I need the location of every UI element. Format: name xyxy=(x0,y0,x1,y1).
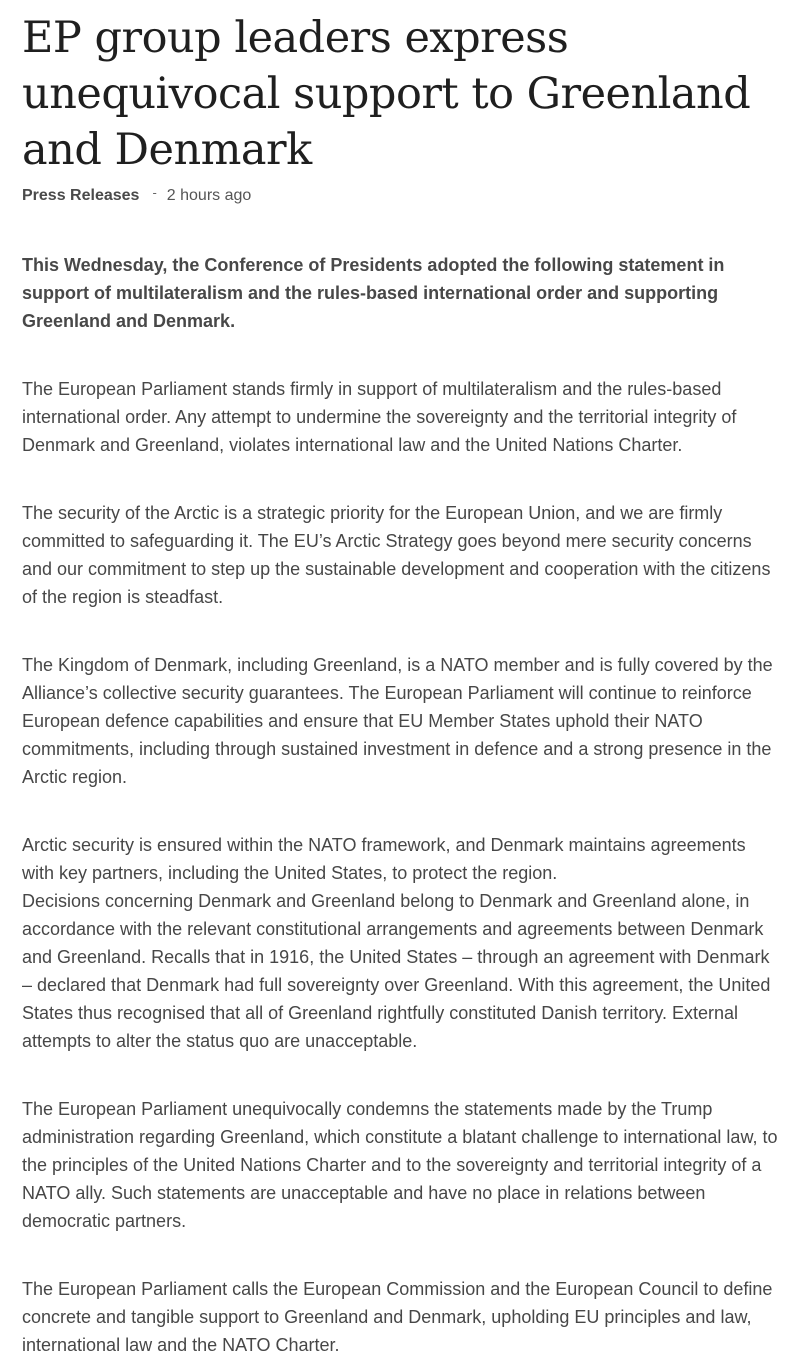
body-paragraph: The European Parliament calls the European Commission and the European Council to define concrete and tangible support to Greenland and Denmark, upholding EU principles and law, international law and the NATO Charter. xyxy=(22,1279,773,1355)
article xyxy=(22,0,782,1359)
article-title: EP group leaders express unequivocal support to Greenland and Denmark xyxy=(22,13,751,175)
lead-paragraph: This Wednesday, the Conference of Presidents adopted the following statement in support of multilateralism and the rules-based international order and supporting Greenland and Denmark. xyxy=(22,255,725,331)
body-paragraph: The security of the Arctic is a strategic priority for the European Union, and we are firmly committed to safeguarding it. The EU’s Arctic Strategy goes beyond mere security concerns and our commitment to step up the sustainable development and cooperation with the citizens of the region is steadfast. xyxy=(22,503,771,607)
timestamp: 2 hours ago xyxy=(166,187,252,204)
body-paragraph: The Kingdom of Denmark, including Greenland, is a NATO member and is fully covered by the Alliance’s collective security guarantees. The European Parliament will continue to reinforce European defence capabilities and ensure that EU Member States uphold their NATO commitments, including through sustained investment in defence and a strong presence in the Arctic region. xyxy=(22,655,773,787)
category-link[interactable]: Press Releases xyxy=(22,187,140,204)
body-paragraph: Arctic security is ensured within the NATO framework, and Denmark maintains agreements with key partners, including the United States, to protect the region. xyxy=(22,835,746,883)
body-paragraph: Decisions concerning Denmark and Greenland belong to Denmark and Greenland alone, in accordance with the relevant constitutional arrangements and agreements between Denmark and Greenland. Recalls that in 1916, the United States – through an agreement with Denmark – declared that Denmark had full sovereignty over Greenland. With this agreement, the United States thus recognised that all of Greenland rightfully constituted Danish territory. External attempts to alter the status quo are unacceptable. xyxy=(22,891,771,1051)
body-paragraph: The European Parliament stands firmly in support of multilateralism and the rules-based international order. Any attempt to undermine the sovereignty and the territorial integrity of Denmark and Greenland, violates international law and the United Nations Charter. xyxy=(22,379,737,455)
body-paragraph: The European Parliament unequivocally condemns the statements made by the Trump administration regarding Greenland, which constitute a blatant challenge to international law, to the principles of the United Nations Charter and to the sovereignty and territorial integrity of a NATO ally. Such statements are unacceptable and have no place in relations between democratic partners. xyxy=(22,1099,778,1231)
article-body xyxy=(22,251,782,1359)
article-meta xyxy=(22,185,782,207)
meta-separator: - xyxy=(152,185,157,200)
